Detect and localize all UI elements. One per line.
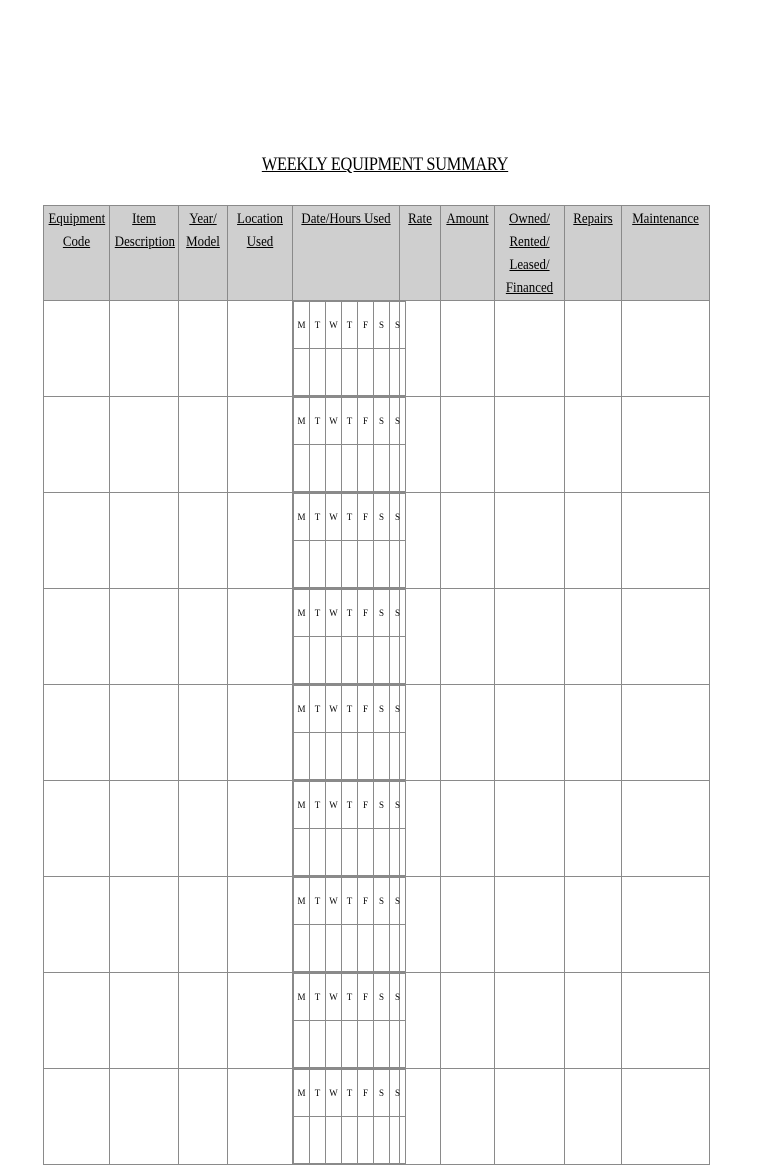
cell-maintenance[interactable] (622, 589, 710, 685)
cell-location-used[interactable] (228, 1069, 293, 1165)
header-equipment-code: Equipment Code (44, 206, 110, 301)
day-hours-field[interactable] (310, 445, 326, 492)
day-label: W (326, 686, 342, 733)
day-hours-grid (293, 1069, 406, 1164)
day-label: T (342, 590, 358, 637)
cell-maintenance[interactable] (622, 493, 710, 589)
table-row (44, 589, 710, 685)
cell-repairs[interactable] (565, 685, 622, 781)
day-hours-grid (293, 493, 406, 588)
cell-year-model[interactable] (179, 1069, 228, 1165)
cell-amount[interactable] (441, 589, 495, 685)
day-hours-field[interactable] (326, 445, 342, 492)
day-hours-field[interactable] (294, 925, 310, 972)
day-hours-field[interactable] (326, 349, 342, 396)
day-hours-field[interactable] (310, 925, 326, 972)
day-hours-field[interactable] (342, 637, 358, 684)
day-hours-field[interactable] (342, 1021, 358, 1068)
cell-rate[interactable] (400, 589, 441, 685)
cell-rate[interactable] (400, 301, 441, 397)
cell-year-model[interactable] (179, 973, 228, 1069)
day-label: M (294, 302, 310, 349)
cell-ownership[interactable] (495, 685, 565, 781)
day-label: S (374, 398, 390, 445)
header-ownership: Owned/ Rented/ Leased/ Financed (495, 206, 565, 301)
day-hours-field[interactable] (326, 925, 342, 972)
day-hours-field[interactable] (294, 829, 310, 876)
day-hours-field[interactable] (374, 1021, 390, 1068)
cell-item-description[interactable] (110, 493, 179, 589)
day-label: S (390, 494, 406, 541)
day-label: S (390, 974, 406, 1021)
day-label: F (358, 1070, 374, 1117)
day-label: S (390, 398, 406, 445)
cell-repairs[interactable] (565, 397, 622, 493)
day-hours-field[interactable] (326, 1117, 342, 1164)
day-label: S (374, 782, 390, 829)
day-label: W (326, 590, 342, 637)
cell-maintenance[interactable] (622, 877, 710, 973)
cell-ownership[interactable] (495, 589, 565, 685)
day-label: T (310, 686, 326, 733)
day-label: M (294, 1070, 310, 1117)
day-label: M (294, 878, 310, 925)
day-label: M (294, 782, 310, 829)
day-hours-field[interactable] (374, 637, 390, 684)
day-hours-field[interactable] (358, 925, 374, 972)
day-label: F (358, 878, 374, 925)
header-date-hours-used: Date/Hours Used (293, 206, 400, 301)
day-label: S (390, 878, 406, 925)
cell-repairs[interactable] (565, 589, 622, 685)
day-hours-field[interactable] (294, 1117, 310, 1164)
cell-maintenance[interactable] (622, 301, 710, 397)
day-hours-field[interactable] (342, 445, 358, 492)
day-hours-field[interactable] (342, 733, 358, 780)
day-label: T (310, 398, 326, 445)
day-label: M (294, 494, 310, 541)
day-label: F (358, 974, 374, 1021)
table-row (44, 877, 710, 973)
day-label: S (390, 1070, 406, 1117)
cell-maintenance[interactable] (622, 781, 710, 877)
cell-amount[interactable] (441, 397, 495, 493)
cell-date-hours-used[interactable] (293, 493, 400, 589)
day-hours-field[interactable] (294, 637, 310, 684)
day-label: M (294, 398, 310, 445)
day-label: T (342, 302, 358, 349)
day-hours-field[interactable] (294, 445, 310, 492)
cell-location-used[interactable] (228, 781, 293, 877)
day-label: S (390, 590, 406, 637)
cell-year-model[interactable] (179, 685, 228, 781)
day-label: W (326, 302, 342, 349)
day-label: T (310, 1070, 326, 1117)
cell-location-used[interactable] (228, 973, 293, 1069)
cell-date-hours-used[interactable] (293, 877, 400, 973)
day-hours-field[interactable] (326, 637, 342, 684)
cell-equipment-code[interactable] (44, 877, 110, 973)
cell-maintenance[interactable] (622, 685, 710, 781)
day-hours-field[interactable] (326, 829, 342, 876)
cell-item-description[interactable] (110, 973, 179, 1069)
day-hours-field[interactable] (358, 445, 374, 492)
cell-year-model[interactable] (179, 493, 228, 589)
day-label: T (310, 782, 326, 829)
cell-ownership[interactable] (495, 1069, 565, 1165)
day-hours-field[interactable] (374, 349, 390, 396)
day-hours-field[interactable] (310, 637, 326, 684)
cell-repairs[interactable] (565, 493, 622, 589)
day-hours-field[interactable] (358, 733, 374, 780)
header-row (44, 206, 710, 301)
day-label: F (358, 302, 374, 349)
day-label: S (374, 1070, 390, 1117)
day-hours-grid (293, 301, 406, 396)
day-hours-field[interactable] (310, 541, 326, 588)
table-row (44, 493, 710, 589)
day-label: T (342, 878, 358, 925)
day-label: T (342, 974, 358, 1021)
cell-date-hours-used[interactable] (293, 685, 400, 781)
cell-amount[interactable] (441, 301, 495, 397)
header-rate: Rate (400, 206, 441, 301)
day-hours-field[interactable] (342, 541, 358, 588)
day-hours-field[interactable] (358, 541, 374, 588)
cell-location-used[interactable] (228, 685, 293, 781)
day-hours-field[interactable] (310, 829, 326, 876)
day-label: F (358, 686, 374, 733)
day-hours-field[interactable] (358, 1021, 374, 1068)
cell-rate[interactable] (400, 781, 441, 877)
day-hours-grid (293, 781, 406, 876)
cell-year-model[interactable] (179, 301, 228, 397)
table-row (44, 781, 710, 877)
day-hours-field[interactable] (374, 733, 390, 780)
day-label: T (310, 302, 326, 349)
cell-location-used[interactable] (228, 301, 293, 397)
cell-equipment-code[interactable] (44, 301, 110, 397)
header-location-used: Location Used (228, 206, 293, 301)
cell-item-description[interactable] (110, 877, 179, 973)
day-label: T (310, 590, 326, 637)
day-hours-field[interactable] (358, 1117, 374, 1164)
cell-ownership[interactable] (495, 781, 565, 877)
day-hours-field[interactable] (374, 445, 390, 492)
day-label: F (358, 494, 374, 541)
day-label: S (374, 590, 390, 637)
day-label: W (326, 494, 342, 541)
cell-amount[interactable] (441, 973, 495, 1069)
cell-date-hours-used[interactable] (293, 781, 400, 877)
cell-ownership[interactable] (495, 973, 565, 1069)
cell-amount[interactable] (441, 493, 495, 589)
day-hours-field[interactable] (358, 637, 374, 684)
cell-date-hours-used[interactable] (293, 301, 400, 397)
cell-ownership[interactable] (495, 493, 565, 589)
cell-rate[interactable] (400, 685, 441, 781)
cell-location-used[interactable] (228, 877, 293, 973)
cell-item-description[interactable] (110, 589, 179, 685)
header-maintenance: Maintenance (622, 206, 710, 301)
day-label: W (326, 1070, 342, 1117)
table-row (44, 1069, 710, 1165)
day-hours-field[interactable] (294, 1021, 310, 1068)
header-year-model: Year/ Model (179, 206, 228, 301)
cell-date-hours-used[interactable] (293, 973, 400, 1069)
cell-maintenance[interactable] (622, 1069, 710, 1165)
day-label: S (374, 686, 390, 733)
cell-item-description[interactable] (110, 397, 179, 493)
cell-amount[interactable] (441, 781, 495, 877)
table-row (44, 301, 710, 397)
day-label: T (342, 494, 358, 541)
cell-ownership[interactable] (495, 397, 565, 493)
cell-date-hours-used[interactable] (293, 1069, 400, 1165)
day-label: W (326, 878, 342, 925)
header-item-description: Item Description (110, 206, 179, 301)
cell-item-description[interactable] (110, 301, 179, 397)
cell-equipment-code[interactable] (44, 397, 110, 493)
day-label: T (342, 398, 358, 445)
cell-amount[interactable] (441, 877, 495, 973)
day-hours-field[interactable] (310, 733, 326, 780)
day-label: W (326, 398, 342, 445)
day-hours-grid (293, 685, 406, 780)
day-hours-field[interactable] (326, 733, 342, 780)
cell-maintenance[interactable] (622, 397, 710, 493)
page-title: WEEKLY EQUIPMENT SUMMARY (261, 154, 509, 175)
day-hours-grid (293, 397, 406, 492)
cell-repairs[interactable] (565, 301, 622, 397)
cell-item-description[interactable] (110, 685, 179, 781)
cell-equipment-code[interactable] (44, 589, 110, 685)
day-hours-field[interactable] (310, 349, 326, 396)
cell-item-description[interactable] (110, 781, 179, 877)
day-label: T (342, 1070, 358, 1117)
cell-year-model[interactable] (179, 397, 228, 493)
day-hours-grid (293, 973, 406, 1068)
cell-ownership[interactable] (495, 301, 565, 397)
cell-equipment-code[interactable] (44, 685, 110, 781)
day-label: M (294, 974, 310, 1021)
day-hours-field[interactable] (326, 541, 342, 588)
day-hours-field[interactable] (294, 541, 310, 588)
cell-repairs[interactable] (565, 973, 622, 1069)
day-label: W (326, 974, 342, 1021)
day-label: S (390, 302, 406, 349)
day-label: S (374, 494, 390, 541)
cell-repairs[interactable] (565, 877, 622, 973)
day-label: T (342, 782, 358, 829)
day-label: T (310, 878, 326, 925)
day-label: S (374, 302, 390, 349)
day-hours-field[interactable] (358, 829, 374, 876)
day-hours-field[interactable] (374, 829, 390, 876)
day-hours-field[interactable] (342, 925, 358, 972)
day-hours-field[interactable] (294, 733, 310, 780)
table-row (44, 973, 710, 1069)
table-row (44, 397, 710, 493)
cell-maintenance[interactable] (622, 973, 710, 1069)
day-hours-grid (293, 589, 406, 684)
day-label: M (294, 686, 310, 733)
cell-item-description[interactable] (110, 1069, 179, 1165)
equipment-summary-table (43, 205, 710, 1165)
cell-amount[interactable] (441, 1069, 495, 1165)
day-hours-grid (293, 877, 406, 972)
cell-ownership[interactable] (495, 877, 565, 973)
cell-equipment-code[interactable] (44, 973, 110, 1069)
cell-repairs[interactable] (565, 1069, 622, 1165)
day-label: F (358, 398, 374, 445)
cell-rate[interactable] (400, 877, 441, 973)
cell-equipment-code[interactable] (44, 781, 110, 877)
cell-rate[interactable] (400, 397, 441, 493)
day-hours-field[interactable] (326, 1021, 342, 1068)
day-hours-field[interactable] (310, 1021, 326, 1068)
day-hours-field[interactable] (310, 1117, 326, 1164)
cell-location-used[interactable] (228, 589, 293, 685)
day-label: W (326, 782, 342, 829)
cell-year-model[interactable] (179, 877, 228, 973)
cell-date-hours-used[interactable] (293, 589, 400, 685)
day-label: T (310, 494, 326, 541)
day-hours-field[interactable] (342, 829, 358, 876)
cell-rate[interactable] (400, 973, 441, 1069)
day-label: S (390, 686, 406, 733)
day-label: F (358, 590, 374, 637)
cell-rate[interactable] (400, 493, 441, 589)
cell-equipment-code[interactable] (44, 1069, 110, 1165)
cell-year-model[interactable] (179, 589, 228, 685)
day-hours-field[interactable] (342, 349, 358, 396)
day-label: M (294, 590, 310, 637)
header-amount: Amount (441, 206, 495, 301)
cell-equipment-code[interactable] (44, 493, 110, 589)
day-label: S (374, 878, 390, 925)
day-hours-field[interactable] (374, 925, 390, 972)
day-label: S (390, 782, 406, 829)
day-label: F (358, 782, 374, 829)
day-label: T (342, 686, 358, 733)
cell-amount[interactable] (441, 685, 495, 781)
day-hours-field[interactable] (342, 1117, 358, 1164)
cell-rate[interactable] (400, 1069, 441, 1165)
day-hours-field[interactable] (374, 1117, 390, 1164)
day-label: S (374, 974, 390, 1021)
cell-year-model[interactable] (179, 781, 228, 877)
day-hours-field[interactable] (374, 541, 390, 588)
day-label: T (310, 974, 326, 1021)
cell-location-used[interactable] (228, 493, 293, 589)
header-repairs: Repairs (565, 206, 622, 301)
cell-date-hours-used[interactable] (293, 397, 400, 493)
cell-repairs[interactable] (565, 781, 622, 877)
table-row (44, 685, 710, 781)
cell-location-used[interactable] (228, 397, 293, 493)
day-hours-field[interactable] (294, 349, 310, 396)
day-hours-field[interactable] (358, 349, 374, 396)
